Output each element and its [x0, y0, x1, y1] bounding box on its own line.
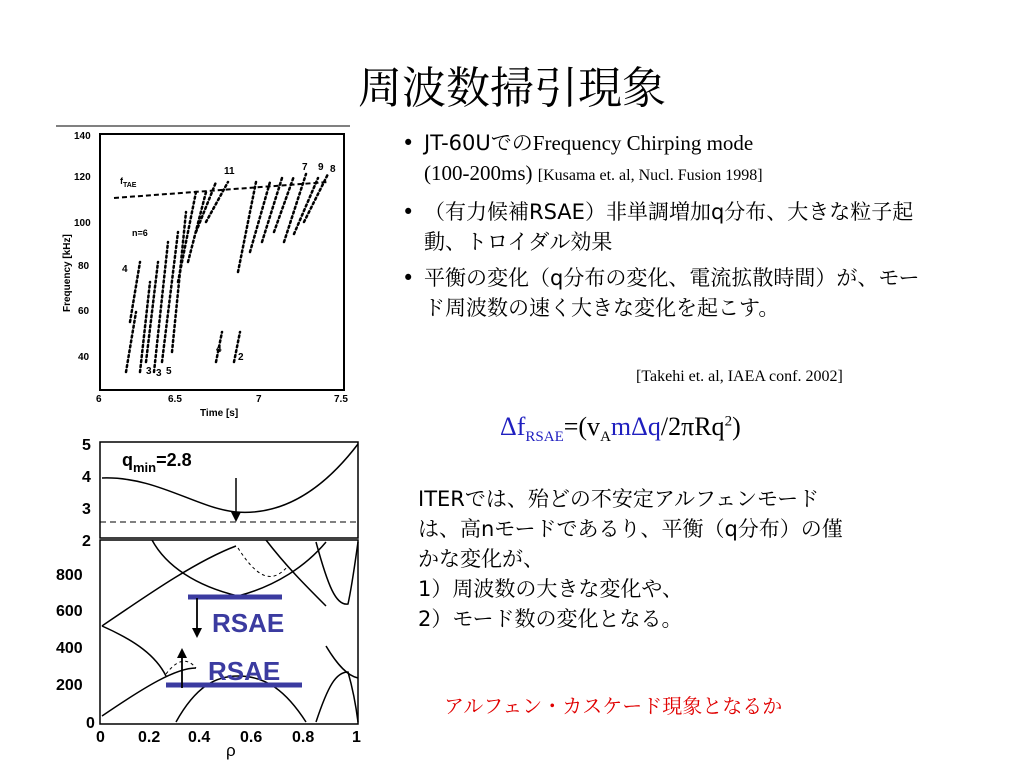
mode-label-3: 3 — [146, 366, 152, 377]
para-line-4: 1）周波数の大きな変化や、 — [418, 577, 683, 601]
mode-label-8: 8 — [330, 164, 336, 175]
mode-label-5: 5 — [166, 366, 172, 377]
ytick-80: 80 — [78, 261, 90, 272]
rho-xtick-0: 0 — [96, 729, 105, 746]
bullet-1-prefix: JT-60Uでの — [424, 131, 533, 155]
mode-label-2: 2 — [238, 352, 244, 363]
bullet-list — [400, 128, 940, 329]
formula-rest: /2πRq — [660, 412, 725, 441]
para-line-1: ITERでは、殆どの不安定アルフェンモード — [418, 487, 820, 511]
q-ytick-3: 3 — [82, 501, 91, 518]
xtick-7: 7 — [256, 394, 262, 405]
f-ytick-0: 0 — [86, 715, 95, 732]
top-xlabel: Time [s] — [200, 408, 239, 419]
para-line-2: は、高nモードであるり、平衡（q分布）の僅 — [418, 517, 843, 541]
bullet-1-line2: (100-200ms) — [424, 161, 538, 185]
ytick-140: 140 — [74, 131, 91, 142]
f-ytick-800: 800 — [56, 567, 83, 584]
n6-label: n=6 — [132, 228, 148, 238]
para-line-5: 2）モード数の変化となる。 — [418, 607, 683, 631]
mode-label-4: 4 — [216, 344, 222, 355]
rho-xtick-0.6: 0.6 — [240, 729, 263, 746]
ytick-120: 120 — [74, 172, 91, 183]
bullet-dot: • — [402, 131, 415, 155]
page-title: 周波数掃引現象 — [358, 63, 666, 114]
rho-xtick-0.4: 0.4 — [188, 729, 211, 746]
mode-label-3b: 3 — [156, 368, 162, 379]
f-ytick-600: 600 — [56, 603, 83, 620]
q-ytick-2: 2 — [82, 533, 91, 550]
qmin-label: $q_{min}=2.8$ — [122, 450, 192, 475]
rsae-label-lower: RSAE — [208, 656, 281, 686]
xtick-7.5: 7.5 — [334, 394, 348, 405]
ftae-label: $f_{TAE}$ — [120, 176, 137, 189]
mode-label-9: 9 — [318, 162, 324, 173]
q-ytick-5: 5 — [82, 437, 91, 454]
top-ylabel: Frequency [kHz] — [62, 234, 73, 312]
para-line-3: かな変化が、 — [418, 547, 544, 571]
mode-label-7: 7 — [302, 162, 308, 173]
ytick-40: 40 — [78, 352, 90, 363]
reference-takehi: [Takehi et. al, IAEA conf. 2002] — [636, 368, 843, 385]
bullet-item-3 — [400, 263, 940, 323]
rho-xtick-0.8: 0.8 — [292, 729, 315, 746]
formula-eq: =(v — [563, 412, 601, 441]
alfven-cascade-note: アルフェン・カスケード現象となるか — [444, 694, 783, 718]
rsae-formula — [500, 412, 741, 446]
rho-xtick-1: 1 — [352, 729, 361, 746]
rho-xlabel: ρ — [226, 741, 236, 760]
formula-sup: 2 — [724, 413, 733, 430]
iter-paragraph — [418, 484, 938, 634]
bullet-dot: • — [402, 266, 415, 290]
f-ytick-400: 400 — [56, 640, 83, 657]
bullet-3-text: 平衡の変化（q分布の変化、電流拡散時間）が、モード周波数の速く大きな変化を起こす。 — [424, 266, 920, 320]
ytick-100: 100 — [74, 218, 91, 229]
formula-sub-rsae: RSAE — [525, 429, 564, 446]
formula-sub-a: A — [600, 429, 611, 446]
mode-label-4b: 4 — [122, 264, 128, 275]
ytick-60: 60 — [78, 306, 90, 317]
q-ytick-4: 4 — [82, 469, 91, 486]
bullet-2-text: （有力候補RSAE）非単調増加q分布、大きな粒子起動、トロイダル効果 — [424, 200, 914, 254]
formula-delta-f: Δf — [500, 412, 526, 441]
rsae-label-upper: RSAE — [212, 608, 285, 638]
rsae-profile-plot — [56, 436, 376, 768]
xtick-6.5: 6.5 — [168, 394, 182, 405]
formula-m-dq: mΔq — [610, 412, 661, 441]
bullet-1-serif: Frequency Chirping mode — [532, 131, 754, 155]
mode-label-11: 11 — [224, 166, 235, 177]
frequency-chirping-plot — [56, 122, 356, 422]
xtick-6: 6 — [96, 394, 102, 405]
rho-xtick-0.2: 0.2 — [138, 729, 161, 746]
bullet-dot: • — [402, 200, 415, 224]
bullet-item-1 — [400, 128, 940, 191]
f-ytick-200: 200 — [56, 677, 83, 694]
bullet-item-2 — [400, 197, 940, 257]
formula-close: ) — [732, 412, 741, 441]
bullet-1-ref: [Kusama et. al, Nucl. Fusion 1998] — [537, 167, 763, 184]
